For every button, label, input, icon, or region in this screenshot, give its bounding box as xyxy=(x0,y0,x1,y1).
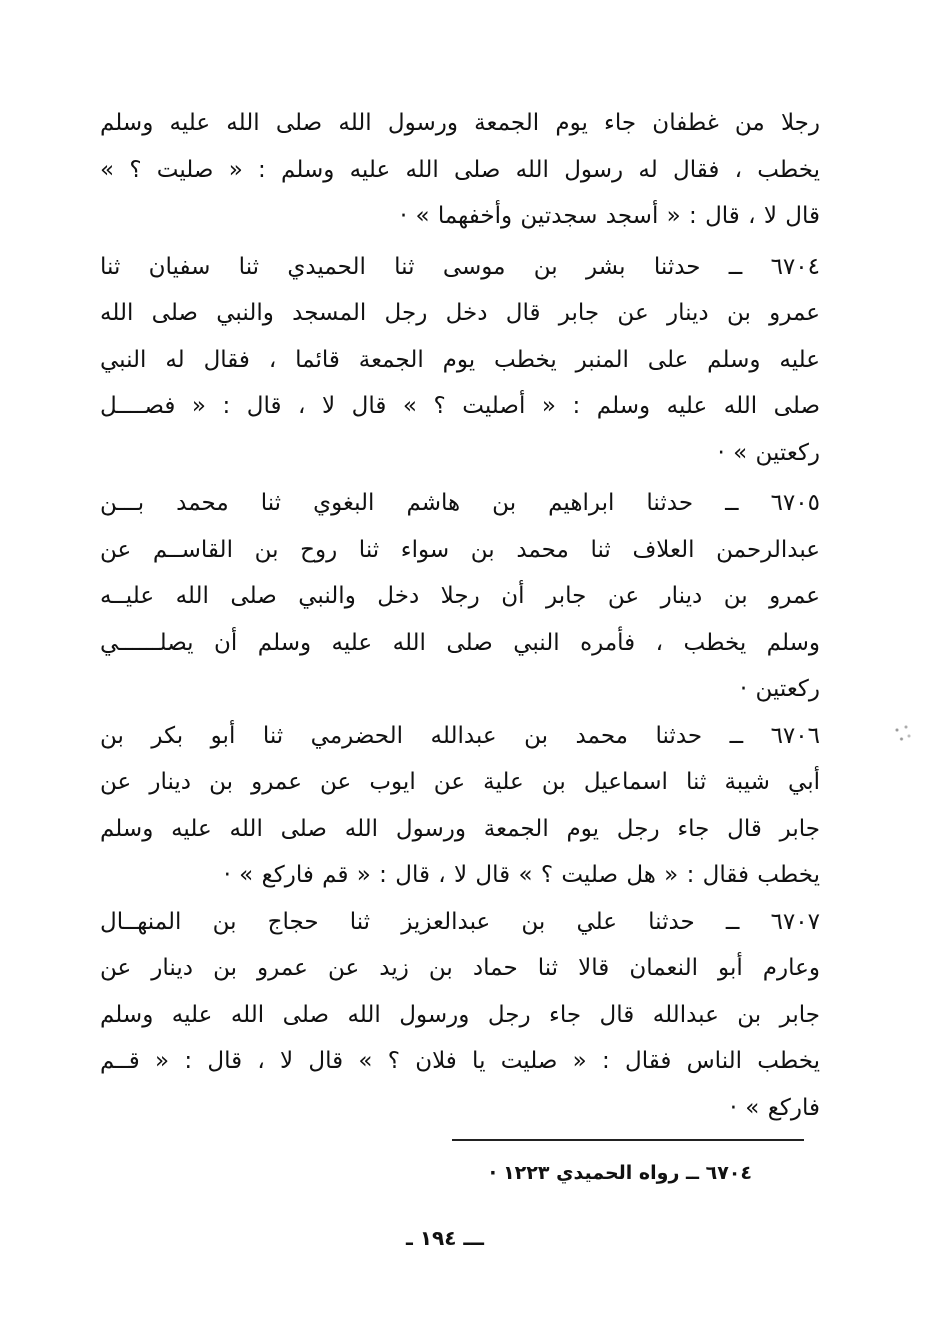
hadith-6705-line: ٦٧٠٥ ــ حدثنا ابراهيم بن هاشم البغوي ثنا محمد بـــن xyxy=(100,490,820,516)
text-line: ركعتين · xyxy=(739,676,820,702)
text-line: أبي شيبة ثنا اسماعيل بن علية عن ايوب عن عمرو بن دينار عن xyxy=(100,769,820,795)
text-line: عمرو بن دينار عن جابر أن رجلا دخل والنبي صلى الله عليــه xyxy=(100,583,820,609)
text-line: وعارم أبو النعمان قالا ثنا حماد بن زيد عن عمرو بن دينار عن xyxy=(100,955,820,981)
text-line: وسلم يخطب ، فأمره النبي صلى الله عليه وسلم أن يصلــــــي xyxy=(100,629,820,656)
text-line: يخطب الناس فقال : « صليت يا فلان ؟ » قال لا ، قال : « قــم xyxy=(100,1048,820,1074)
footnote-divider xyxy=(452,1139,804,1141)
hadith-text-body xyxy=(100,100,820,1131)
hadith-6706-line: ٦٧٠٦ ــ حدثنا محمد بن عبدالله الحضرمي ثنا أبو بكر بن xyxy=(100,722,820,749)
text-line: عبدالرحمن العلاف ثنا محمد بن سواء ثنا روح بن القاســم عن xyxy=(100,536,820,563)
text-line: جابر قال جاء رجل يوم الجمعة ورسول الله صلى الله عليه وسلم xyxy=(100,815,820,842)
text-line: يخطب فقال : « هل صليت ؟ » قال لا ، قال : « قم فاركع » · xyxy=(223,862,820,888)
hadith-6704-line: ٦٧٠٤ ــ حدثنا بشر بن موسى ثنا الحميدي ثنا سفيان ثنا xyxy=(100,253,820,280)
scan-artifact xyxy=(888,718,918,748)
footnote: ٦٧٠٤ ــ رواه الحميدي ١٢٢٣ · xyxy=(489,1162,752,1184)
text-line: عمرو بن دينار عن جابر قال دخل رجل المسجد والنبي صلى الله xyxy=(100,300,820,326)
page-number: ـــ ١٩٤ ـ xyxy=(406,1226,484,1250)
text-line: فاركع » · xyxy=(729,1094,820,1121)
text-line: ركعتين » · xyxy=(717,439,820,466)
text-line: قال لا ، قال : « أسجد سجدتين وأخفهما » · xyxy=(399,203,820,229)
text-line: صلى الله عليه وسلم : « أصليت ؟ » قال لا ، قال : « فصــــل xyxy=(100,393,820,419)
text-line: جابر بن عبدالله قال جاء رجل ورسول الله صلى الله عليه وسلم xyxy=(100,1001,820,1028)
text-line: رجلا من غطفان جاء يوم الجمعة ورسول الله صلى الله عليه وسلم xyxy=(100,110,820,136)
hadith-6707-line: ٦٧٠٧ ــ حدثنا علي بن عبدالعزيز ثنا حجاج بن المنهــال xyxy=(100,908,820,935)
text-line: يخطب ، فقال له رسول الله صلى الله عليه وسلم : « صليت ؟ » xyxy=(100,156,820,183)
text-line: عليه وسلم على المنبر يخطب يوم الجمعة قائما ، فقال له النبي xyxy=(100,346,820,373)
